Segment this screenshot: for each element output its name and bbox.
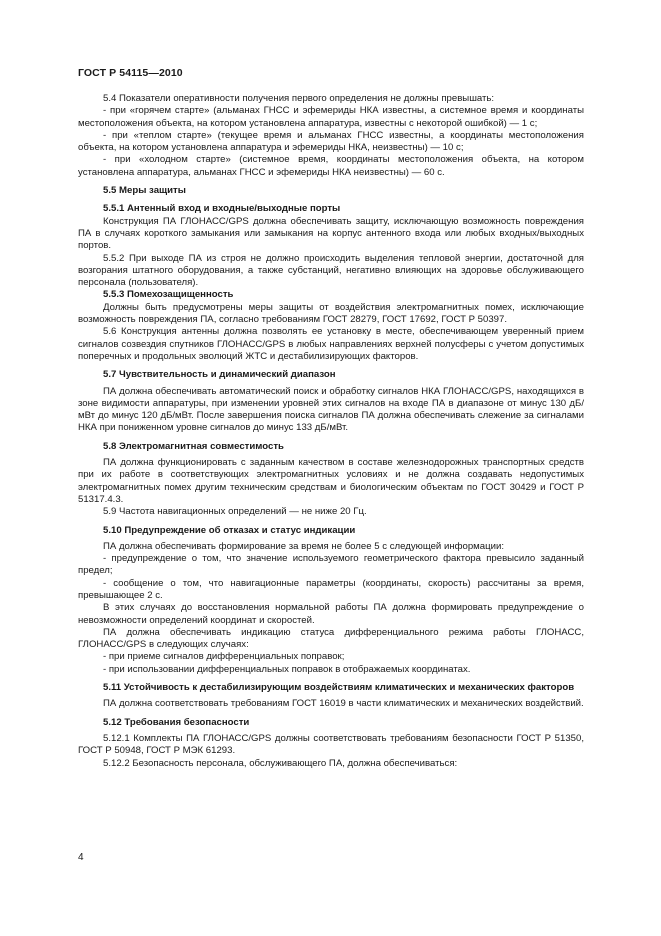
list-item-hot-start: - при «горячем старте» (альманах ГНСС и эфемериды НКА известны, а системное время и координаты местоположения объекта, на котором установлена аппаратура, известны с некоторой ошибкой) — 1 с;	[78, 105, 584, 129]
list-item-geometric-factor: - предупреждение о том, что значение используемого геометрического фактора превысило заданный предел;	[78, 553, 584, 577]
paragraph-5-10: ПА должна обеспечивать формирование за время не более 5 с следующей информации:	[103, 540, 504, 552]
paragraph-5-10-status: ПА должна обеспечивать индикацию статуса дифференциального режима работы ГЛОНАСС, ГЛОНАСС/GPS в следующих случаях:	[78, 626, 584, 651]
list-item-warm-start: - при «теплом старте» (текущее время и альманах ГНСС известны, а координаты местоположения объекта, на котором установлена аппаратура и эфемериды НКА, неизвестны) — 10 с;	[78, 129, 584, 154]
list-item-diff-coords: - при использовании дифференциальных поправок в отображаемых координатах.	[103, 663, 471, 675]
section-heading-5-11: 5.11 Устойчивость к дестабилизирующим воздействиям климатических и механических факторов	[103, 682, 575, 694]
paragraph-5-6: 5.6 Конструкция антенны должна позволять ее установку в месте, обеспечивающем уверенный прием сигналов созвездия спутников ГЛОНАСС/GPS в любых направлениях верхней полусферы с учетом допустимых поперечных и продольных эволюций ЖТС и дестабилизирующих факторов.	[78, 326, 584, 362]
section-heading-5-8: 5.8 Электромагнитная совместимость	[103, 440, 284, 452]
page-number: 4	[78, 852, 84, 863]
paragraph-5-4: 5.4 Показатели оперативности получения первого определения не должны превышать:	[103, 93, 495, 104]
section-heading-5-12: 5.12 Требования безопасности	[103, 716, 250, 728]
paragraph-5-12-1: 5.12.1 Комплекты ПА ГЛОНАСС/GPS должны соответствовать требованиям безопасности ГОСТ Р 51350, ГОСТ Р 50948, ГОСТ Р МЭК 61293.	[78, 732, 584, 757]
paragraph-5-5-2: 5.5.2 При выходе ПА из строя не должно происходить выделения тепловой энергии, достаточной для возгорания штатного оборудования, а также субстанций, негативно влияющих на здоровье обслуживающего персонала (пользователя).	[78, 252, 584, 289]
paragraph-5-12-2: 5.12.2 Безопасность персонала, обслуживающего ПА, должна обеспечиваться:	[103, 757, 458, 769]
page-body	[78, 93, 584, 770]
paragraph-5-10-warning: В этих случаях до восстановления нормальной работы ПА должна формировать предупреждение о невозможности определений координат и скоростей.	[78, 602, 584, 626]
section-heading-5-7: 5.7 Чувствительность и динамический диапазон	[103, 369, 336, 381]
paragraph-5-5-3: Должны быть предусмотрены меры защиты от воздействия электромагнитных помех, исключающие возможность повреждения ПА, согласно требованиям ГОСТ 28279, ГОСТ 17692, ГОСТ Р 50397.	[78, 301, 584, 326]
section-heading-5-10: 5.10 Предупреждение об отказах и статус индикации	[103, 524, 356, 536]
paragraph-5-5-1: Конструкция ПА ГЛОНАСС/GPS должна обеспечивать защиту, исключающую возможность повреждения ПА в случаях короткого замыкания или замыкания на корпус антенного входа или любых входных/выходных портов.	[78, 215, 584, 252]
list-item-cold-start: - при «холодном старте» (системное время, координаты местоположения объекта, на котором установлена аппаратура, альманах ГНСС и эфемериды НКА неизвестны) — 60 с.	[78, 154, 584, 178]
paragraph-5-9: 5.9 Частота навигационных определений — не ниже 20 Гц.	[103, 506, 367, 518]
section-heading-5-5-3: 5.5.3 Помехозащищенность	[103, 289, 234, 301]
document-header: ГОСТ Р 54115—2010	[78, 67, 183, 79]
list-item-calc-time: - сообщение о том, что навигационные параметры (координаты, скорость) рассчитаны за время, превышающее 2 с.	[78, 577, 584, 601]
section-heading-5-5-1: 5.5.1 Антенный вход и входные/выходные порты	[103, 203, 341, 215]
paragraph-5-11: ПА должна соответствовать требованиям ГОСТ 16019 в части климатических и механических воздействий.	[103, 698, 584, 710]
paragraph-5-8: ПА должна функционировать с заданным качеством в составе железнодорожных транспортных средств при их работе в соответствующих электромагнитных условиях и не должна создавать недопустимых электромагнитных помех другим техническим средствам и биологическим объектам по ГОСТ 30429 и ГОСТ Р 51317.4.3.	[78, 457, 584, 505]
list-item-diff-signals: - при приеме сигналов дифференциальных поправок;	[103, 651, 345, 663]
section-heading-5-5: 5.5 Меры защиты	[103, 185, 186, 197]
paragraph-5-7: ПА должна обеспечивать автоматический поиск и обработку сигналов НКА ГЛОНАСС/GPS, находящихся в зоне видимости аппаратуры, при изменении уровней этих сигналов на входе ПА в диапазоне от минус 130 дБ/мВт до минус 120 дБ/мВт. После завершения поиска сигналов ПА должна обеспечивать слежение за сигналами НКА при пониженном уровне сигналов до минус 133 дБ/мВт.	[78, 385, 584, 434]
